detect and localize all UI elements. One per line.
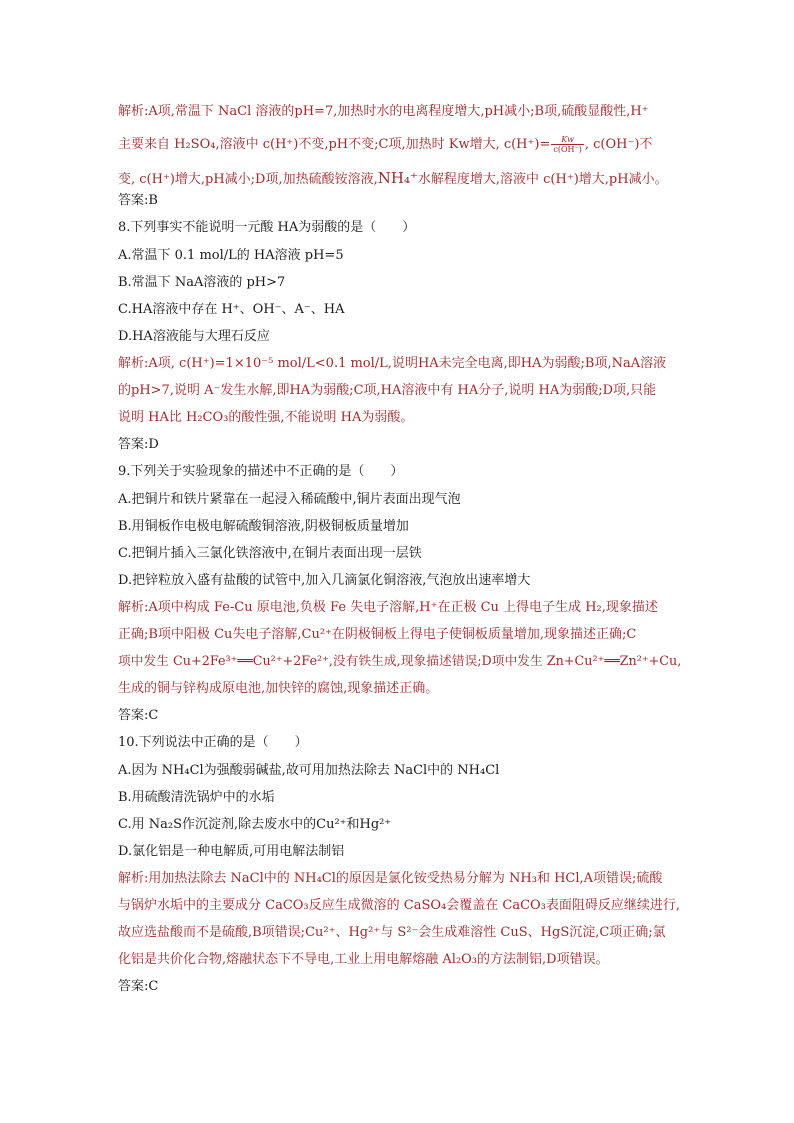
q9-option-c: C.把铜片插入三氯化铁溶液中,在铜片表面出现一层铁: [118, 546, 422, 561]
q9-option-d: D.把锌粒放入盛有盐酸的试管中,加入几滴氯化铜溶液,气泡放出速率增大: [118, 573, 531, 588]
q10-option-c: C.用 Na₂S作沉淀剂,除去废水中的Cu²⁺和Hg²⁺: [118, 817, 392, 832]
q7-explain-line-1: 解析:A项,常温下 NaCl 溶液的pH=7,加热时水的电离程度增大,pH减小;B项,硫酸显酸性,H⁺: [118, 104, 649, 119]
q10-option-b: B.用硫酸清洗锅炉中的水垢: [118, 790, 275, 805]
q9-answer: 答案:C: [118, 708, 159, 723]
q10-explain-line-1: 解析:用加热法除去 NaCl中的 NH₄Cl的原因是氯化铵受热易分解为 NH₃和 HCl,A项错误;硫酸: [118, 871, 663, 886]
q10-answer: 答案:C: [118, 979, 159, 994]
q9-question: 9.下列关于实验现象的描述中不正确的是（ ）: [118, 464, 404, 479]
q8-option-d: D.HA溶液能与大理石反应: [118, 329, 270, 344]
kw-fraction: [551, 135, 583, 154]
q7-explain-line-2-tail: , c(OH⁻)不: [584, 137, 653, 152]
q7-explain-line-3-text: 变, c(H⁺)增大,pH减小;D项,加热硫酸铵溶液,: [118, 172, 378, 187]
q7-explain-line-3-tail: 水解程度增大,溶液中 c(H⁺)增大,pH减小。: [417, 172, 668, 187]
q10-option-d: D.氯化铝是一种电解质,可用电解法制铝: [118, 844, 345, 859]
q8-option-a: A.常温下 0.1 mol/L的 HA溶液 pH=5: [118, 248, 344, 263]
q7-explain-line-2: [118, 135, 652, 154]
q7-explain-line-3: [118, 169, 668, 189]
q8-explain-line-3: 说明 HA比 H₂CO₃的酸性强,不能说明 HA为弱酸。: [118, 410, 414, 425]
nh4-ion: NH₄⁺: [377, 169, 418, 187]
q10-option-a: A.因为 NH₄Cl为强酸弱碱盐,故可用加热法除去 NaCl中的 NH₄Cl: [118, 763, 500, 778]
q9-explain-line-2: 正确;B项中阳极 Cu失电子溶解,Cu²⁺在阴极铜板上得电子使铜板质量增加,现象描述正确;C: [118, 627, 637, 642]
q10-question: 10.下列说法中正确的是（ ）: [118, 735, 308, 750]
q8-question: 8.下列事实不能说明一元酸 HA为弱酸的是（ ）: [118, 220, 416, 235]
q8-option-b: B.常温下 NaA溶液的 pH>7: [118, 275, 286, 290]
q9-explain-line-3: 项中发生 Cu+2Fe³⁺══Cu²⁺+2Fe²⁺,没有铁生成,现象描述错误;D项中发生 Zn+Cu²⁺══Zn²⁺+Cu,: [118, 654, 682, 669]
q9-option-a: A.把铜片和铁片紧靠在一起浸入稀硫酸中,铜片表面出现气泡: [118, 492, 461, 507]
q8-explain-line-1: 解析:A项, c(H⁺)=1×10⁻⁵ mol/L<0.1 mol/L,说明HA未完全电离,即HA为弱酸;B项,NaA溶液: [118, 356, 667, 371]
q9-option-b: B.用铜板作电极电解硫酸铜溶液,阴极铜板质量增加: [118, 519, 409, 534]
q7-answer: 答案:B: [118, 193, 158, 208]
q8-explain-line-2: 的pH>7,说明 A⁻发生水解,即HA为弱酸;C项,HA溶液中有 HA分子,说明 HA为弱酸;D项,只能: [118, 383, 657, 398]
fraction-numerator: Kw: [551, 135, 583, 145]
q8-option-c: C.HA溶液中存在 H⁺、OH⁻、A⁻、HA: [118, 302, 345, 317]
q10-explain-line-2: 与锅炉水垢中的主要成分 CaCO₃反应生成微溶的 CaSO₄会覆盖在 CaCO₃表面阻碍反应继续进行,: [118, 898, 681, 913]
q8-answer: 答案:D: [118, 437, 159, 452]
q10-explain-line-3: 故应选盐酸而不是硫酸,B项错误;Cu²⁺、Hg²⁺与 S²⁻会生成难溶性 CuS、HgS沉淀,C项正确;氯: [118, 925, 666, 940]
q9-explain-line-1: 解析:A项中构成 Fe-Cu 原电池,负极 Fe 失电子溶解,H⁺在正极 Cu 上得电子生成 H₂,现象描述: [118, 600, 658, 615]
q10-explain-line-4: 化铝是共价化合物,熔融状态下不导电,工业上用电解熔融 Al₂O₃的方法制铝,D项错误。: [118, 952, 609, 967]
fraction-denominator: c(OH⁻): [553, 145, 582, 154]
q9-explain-line-4: 生成的铜与锌构成原电池,加快锌的腐蚀,现象描述正确。: [118, 681, 439, 696]
q7-explain-line-2-text: 主要来自 H₂SO₄,溶液中 c(H⁺)不变,pH不变;C项,加热时 Kw增大, c(H⁺)=: [118, 137, 551, 152]
